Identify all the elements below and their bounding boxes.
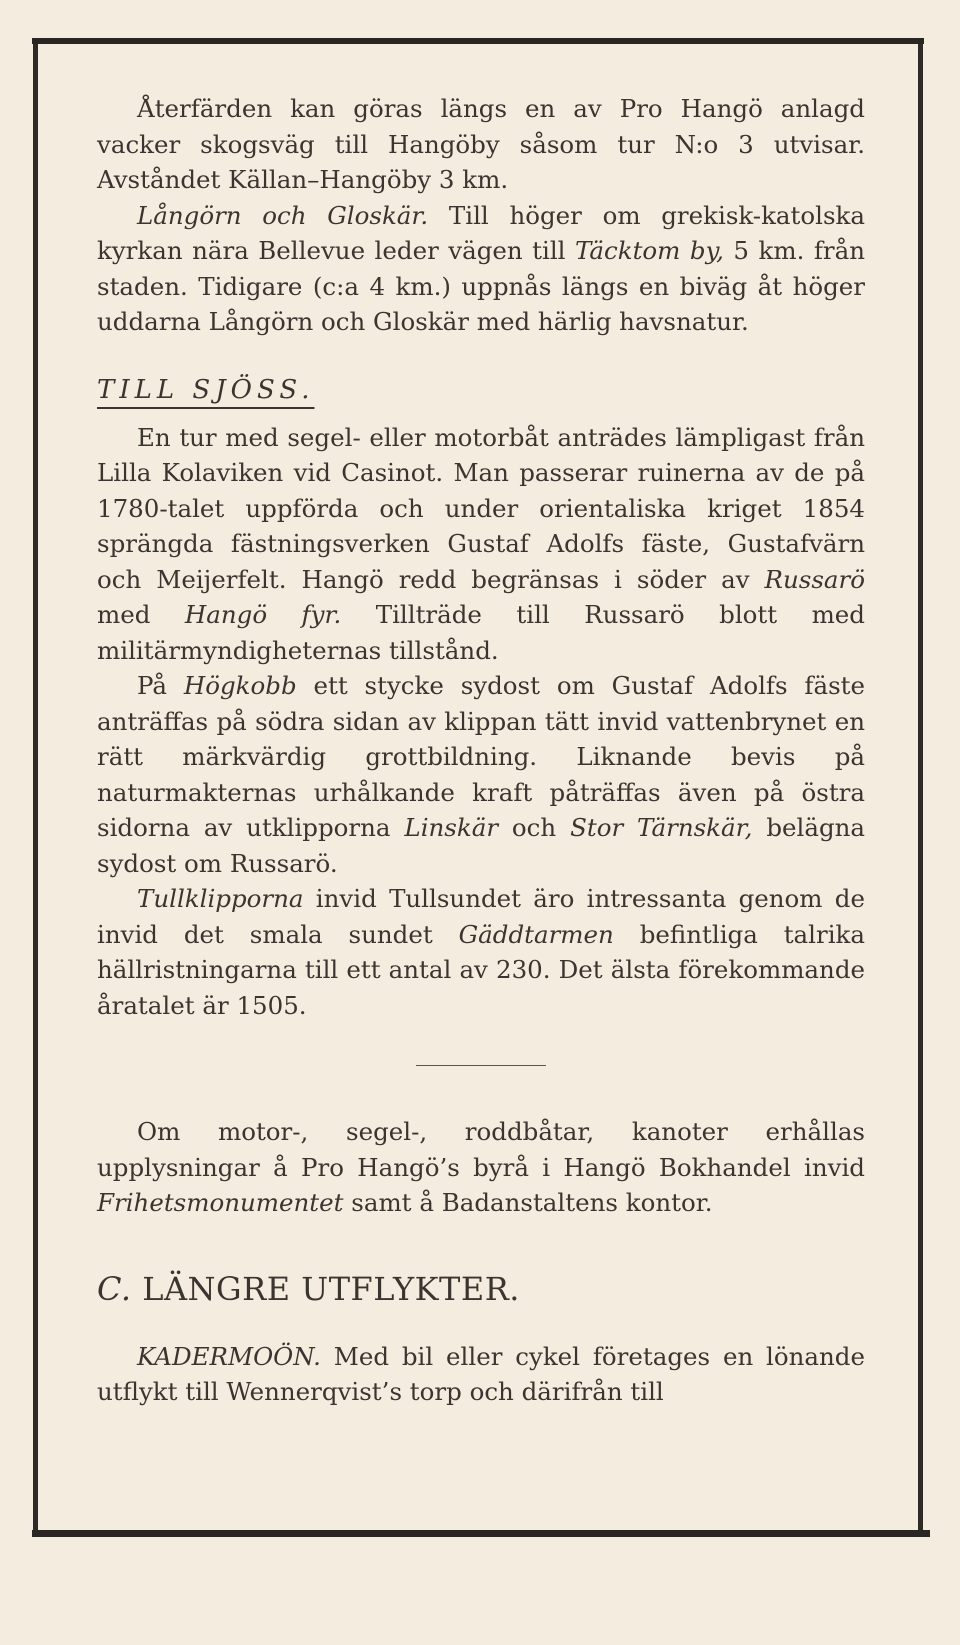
chapter-title: LÄNGRE UTFLYKTER. bbox=[142, 1269, 520, 1308]
place-name: Russarö bbox=[764, 564, 865, 594]
paragraph-kadermoon: KADERMOÖN. Med bil eller cykel företages en lönande utflykt till Wennerqvist’s torp och därifrån till bbox=[97, 1341, 865, 1406]
chapter-letter: C. bbox=[97, 1269, 132, 1308]
frame-right-border bbox=[918, 44, 923, 1534]
place-name: Hangö fyr. bbox=[184, 600, 342, 629]
page-text bbox=[97, 91, 865, 1410]
place-name: Stor Tärnskär, bbox=[570, 813, 753, 842]
paragraph-boat-trip: En tur med segel- eller motorbåt anträdes lämpligast från Lilla Kolaviken vid Casinot. Man passerar ruinerna av de på 1780-talet uppförda och under orientaliska kriget 1854 sprängda fästningsverken Gustaf Adolfs fäste, Gustafvärn och Meijerfelt. Hangö redd begränsas i söder av Russarö med Hangö fyr. Tillträde till Russarö blott med militärmyndigheternas tillstånd. bbox=[97, 422, 865, 665]
place-name: KADERMOÖN. bbox=[137, 1341, 321, 1371]
divider-rule bbox=[416, 1065, 546, 1066]
frame-top-border bbox=[32, 38, 924, 44]
paragraph-tullklipporna: Tullklipporna invid Tullsundet äro intressanta genom de invid det smala sundet Gäddtarmen befintliga talrika hällristningarna till ett antal av 230. Det älsta förekommande åratalet är 1505. bbox=[97, 884, 865, 1020]
place-name: Täcktom by, bbox=[574, 236, 724, 265]
place-name: Tullklipporna bbox=[137, 884, 304, 913]
section-heading: TILL SJÖSS. bbox=[97, 374, 315, 405]
section-heading-container bbox=[97, 372, 865, 408]
frame-bottom-border bbox=[32, 1530, 930, 1537]
place-name: Högkobb bbox=[183, 671, 297, 700]
frame-left-border bbox=[33, 44, 38, 1534]
paragraph-return-route: Återfärden kan göras längs en av Pro Hangö anlagd vacker skogsväg till Hangöby såsom tur N:o 3 utvisar. Avståndet Källan–Hangöby 3 km. bbox=[97, 94, 865, 194]
paragraph-langorn-gloskar: Långörn och Gloskär. Till höger om grekisk-katolska kyrkan nära Bellevue leder vägen till Täcktom by, 5 km. från staden. Tidigare (c:a 4 km.) uppnås längs en biväg åt höger uddarna Långörn och Gloskär med härlig havsnatur. bbox=[97, 200, 865, 336]
place-name: Långörn och Gloskär. bbox=[137, 200, 429, 230]
place-name: Linskär bbox=[404, 813, 499, 842]
paragraph-boat-info: Om motor-, segel-, roddbåtar, kanoter erhållas upplysningar å Pro Hangö’s byrå i Hangö Bokhandel invid Frihetsmonumentet samt å Badanstaltens kontor. bbox=[97, 1117, 865, 1217]
place-name: Frihetsmonumentet bbox=[97, 1188, 344, 1217]
chapter-heading bbox=[97, 1267, 865, 1311]
place-name: Gäddtarmen bbox=[458, 919, 614, 949]
paragraph-hogkobb: På Högkobb ett stycke sydost om Gustaf Adolfs fäste anträffas på södra sidan av klippan tätt invid vattenbrynet en rätt märkvärdig grottbildning. Liknande bevis på naturmakternas urhålkande kraft påträffas även på östra sidorna av utklipporna Linskär och Stor Tärnskär, belägna sydost om Russarö. bbox=[97, 671, 866, 878]
